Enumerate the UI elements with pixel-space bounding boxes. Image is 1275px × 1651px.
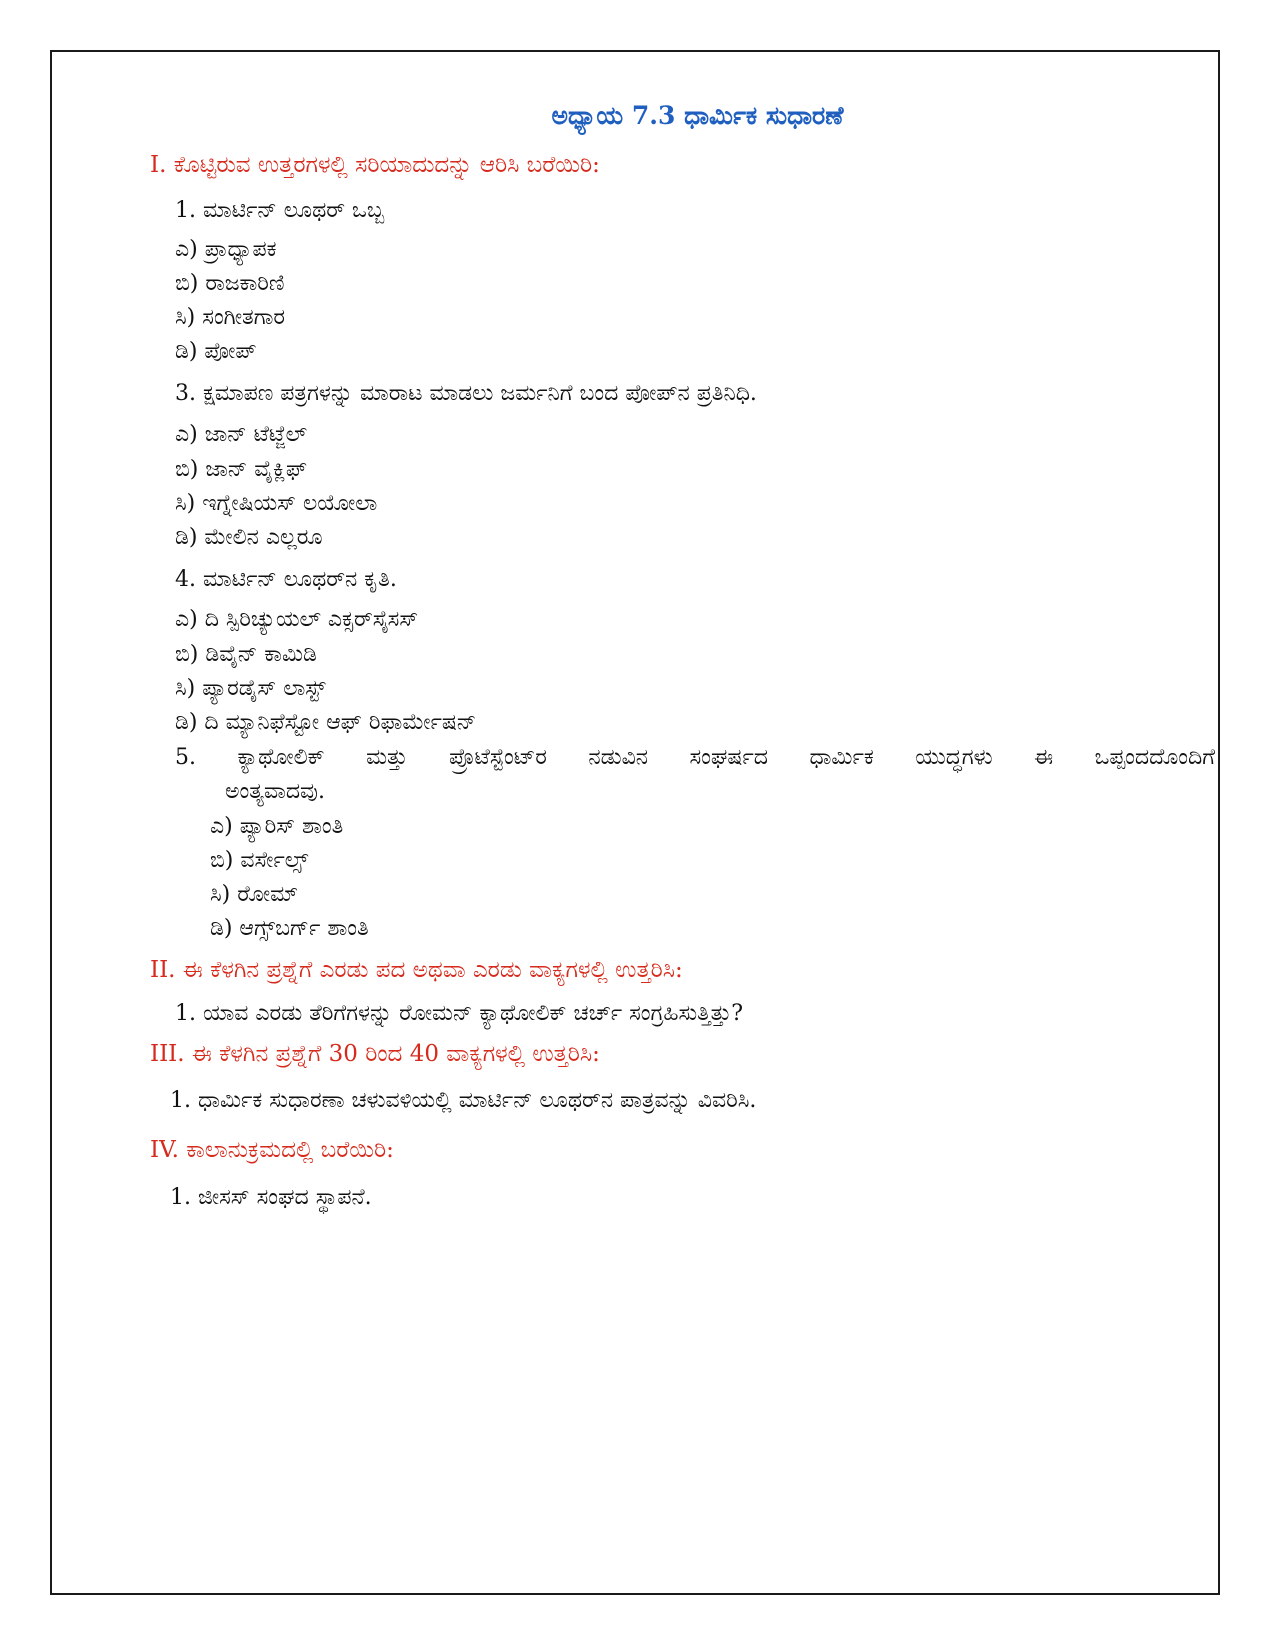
section-2-question-1: 1. ಯಾವ ಎರಡು ತೆರಿಗೆಗಳನ್ನು ರೋಮನ್ ಕ್ಯಾಥೋಲಿಕ್ ಚರ್ಚ್ ಸಂಗ್ರಹಿಸುತ್ತಿತ್ತು? bbox=[175, 1001, 744, 1026]
page-title: ಅಧ್ಯಾಯ 7.3 ಧಾರ್ಮಿಕ ಸುಧಾರಣೆ bbox=[551, 101, 844, 130]
q5-option-b: ಬಿ) ವರ್ಸೇಲ್ಸ್ bbox=[210, 848, 309, 873]
q4-option-c: ಸಿ) ಪ್ಯಾರಡೈಸ್ ಲಾಸ್ಟ್ bbox=[175, 676, 326, 701]
q3-option-d: ಡಿ) ಮೇಲಿನ ಎಲ್ಲರೂ bbox=[175, 525, 323, 550]
q4-option-a: ಎ) ದಿ ಸ್ಪಿರಿಚ್ಯುಯಲ್ ಎಕ್ಸರ್‌ಸೈಸಸ್ bbox=[175, 607, 419, 632]
question-5-line-2: ಅಂತ್ಯವಾದವು. bbox=[225, 779, 325, 804]
question-4: 4. ಮಾರ್ಟಿನ್ ಲೂಥರ್‌ನ ಕೃತಿ. bbox=[175, 567, 397, 592]
question-3: 3. ಕ್ಷಮಾಪಣ ಪತ್ರಗಳನ್ನು ಮಾರಾಟ ಮಾಡಲು ಜರ್ಮನಿಗೆ ಬಂದ ಪೋಪ್‌ನ ಪ್ರತಿನಿಧಿ. bbox=[175, 381, 757, 406]
q4-option-b: ಬಿ) ಡಿವೈನ್ ಕಾಮಿಡಿ bbox=[175, 642, 317, 667]
q3-option-b: ಬಿ) ಜಾನ್ ವೈಕ್ಲಿಫ್ bbox=[175, 457, 308, 482]
q3-option-c: ಸಿ) ಇಗ್ನೇಷಿಯಸ್ ಲಯೋಲಾ bbox=[175, 491, 378, 516]
q4-option-d: ಡಿ) ದಿ ಮ್ಯಾನಿಫೆಸ್ಟೋ ಆಫ್ ರಿಫಾರ್ಮೇಷನ್ bbox=[175, 710, 477, 735]
q3-option-a: ಎ) ಜಾನ್ ಟೆಟ್ಜೆಲ್ bbox=[175, 422, 308, 447]
section-1-heading: I. ಕೊಟ್ಟಿರುವ ಉತ್ತರಗಳಲ್ಲಿ ಸರಿಯಾದುದನ್ನು ಆರಿಸಿ ಬರೆಯಿರಿ: bbox=[150, 152, 600, 178]
q1-option-b: ಬಿ) ರಾಜಕಾರಿಣಿ bbox=[175, 271, 285, 296]
q1-option-d: ಡಿ) ಪೋಪ್ bbox=[175, 339, 257, 364]
section-3-question-1: 1. ಧಾರ್ಮಿಕ ಸುಧಾರಣಾ ಚಳುವಳಿಯಲ್ಲಿ ಮಾರ್ಟಿನ್ ಲೂಥರ್‌ನ ಪಾತ್ರವನ್ನು ವಿವರಿಸಿ. bbox=[170, 1088, 757, 1113]
question-5-line-1: 5. ಕ್ಯಾಥೋಲಿಕ್ ಮತ್ತು ಪ್ರೊಟೆಸ್ಟೆಂಟ್‌ರ ನಡುವಿನ ಸಂಘರ್ಷದ ಧಾರ್ಮಿಕ ಯುದ್ಧಗಳು ಈ ಒಪ್ಪಂದದೊಂದಿಗೆ bbox=[175, 745, 1215, 770]
section-4-heading: IV. ಕಾಲಾನುಕ್ರಮದಲ್ಲಿ ಬರೆಯಿರಿ: bbox=[150, 1137, 394, 1163]
q5-option-a: ಎ) ಪ್ಯಾರಿಸ್ ಶಾಂತಿ bbox=[210, 814, 344, 839]
question-1: 1. ಮಾರ್ಟಿನ್ ಲೂಥರ್ ಒಬ್ಬ bbox=[175, 198, 385, 223]
q1-option-a: ಎ) ಪ್ರಾಧ್ಯಾಪಕ bbox=[175, 237, 277, 262]
q1-option-c: ಸಿ) ಸಂಗೀತಗಾರ bbox=[175, 305, 286, 330]
question-5 bbox=[175, 741, 1215, 809]
q5-option-c: ಸಿ) ರೋಮ್ bbox=[210, 882, 299, 907]
section-2-heading: II. ಈ ಕೆಳಗಿನ ಪ್ರಶ್ನೆಗೆ ಎರಡು ಪದ ಅಥವಾ ಎರಡು ವಾಕ್ಯಗಳಲ್ಲಿ ಉತ್ತರಿಸಿ: bbox=[150, 957, 683, 983]
section-3-heading: III. ಈ ಕೆಳಗಿನ ಪ್ರಶ್ನೆಗೆ 30 ರಿಂದ 40 ವಾಕ್ಯಗಳಲ್ಲಿ ಉತ್ತರಿಸಿ: bbox=[150, 1041, 600, 1067]
section-4-question-1: 1. ಜೀಸಸ್ ಸಂಘದ ಸ್ಥಾಪನೆ. bbox=[170, 1185, 372, 1210]
q5-option-d: ಡಿ) ಆಗ್ಸ್‌ಬರ್ಗ್ ಶಾಂತಿ bbox=[210, 916, 369, 941]
